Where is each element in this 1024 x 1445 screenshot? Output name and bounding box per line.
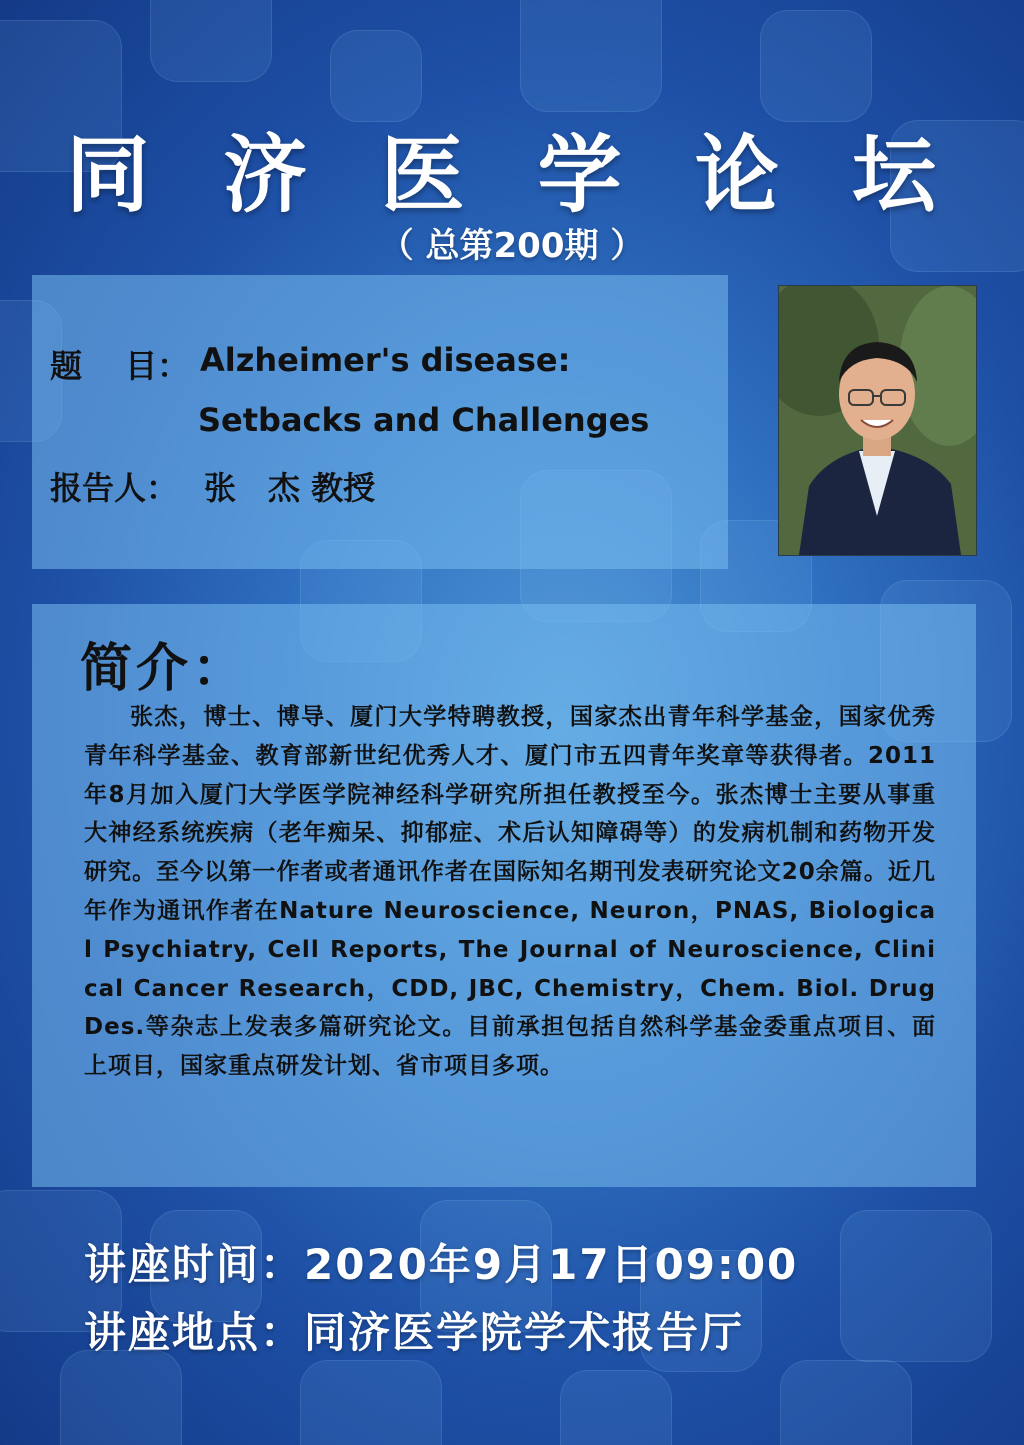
forum-title: 同 济 医 学 论 坛 [65,126,959,224]
biography-text: 张杰，博士、博导、厦门大学特聘教授，国家杰出青年科学基金，国家优秀青年科学基金、教育部新世纪优秀人才、厦门市五四青年奖章等获得者。2011年8月加入厦门大学医学院神经科学研究所担任教授至今。张杰博士主要从事重大神经系统疾病（老年痴呆、抑郁症、术后认知障碍等）的发病机制和药物开发研究。至今以第一作者或者通讯作者在国际知名期刊发表研究论文20余篇。近几年作为通讯作者在Nature Neuroscience, Neuron，PNAS, Biological Psychiatry, Cell Reports, The Journal of Neuroscience, Clinical Cancer Research，CDD, JBC, Chemistry，Chem. Biol. Drug Des.等杂志上发表多篇研究论文。目前承担包括自然科学基金委重点项目、面上项目，国家重点研发计划、省市项目多项。 [84,704,936,1080]
lecture-place-value: 同济医学院学术报告厅 [304,1308,745,1357]
issue-number: （ 总第200期 ） [379,226,645,266]
speaker-label: 报告人： [50,469,179,507]
biography-heading: 简介： [80,639,249,699]
lecture-time [84,1232,798,1292]
lecture-info-panel [32,275,728,569]
lecture-time-value: 2020年9月17日09:00 [304,1240,799,1289]
portrait-illustration [779,286,976,555]
biography-panel [32,604,976,1187]
topic-title-line-2: Setbacks and Challenges [198,401,650,439]
speaker-name: 张 杰 教授 [204,469,376,507]
lecture-place-label: 讲座地点： [84,1308,305,1357]
lecture-time-label: 讲座时间： [84,1240,305,1289]
topic-label: 题 目： [50,347,190,385]
lecture-place [84,1300,744,1360]
topic-title-line-1: Alzheimer's disease: [200,341,571,379]
speaker-photo [778,285,977,556]
